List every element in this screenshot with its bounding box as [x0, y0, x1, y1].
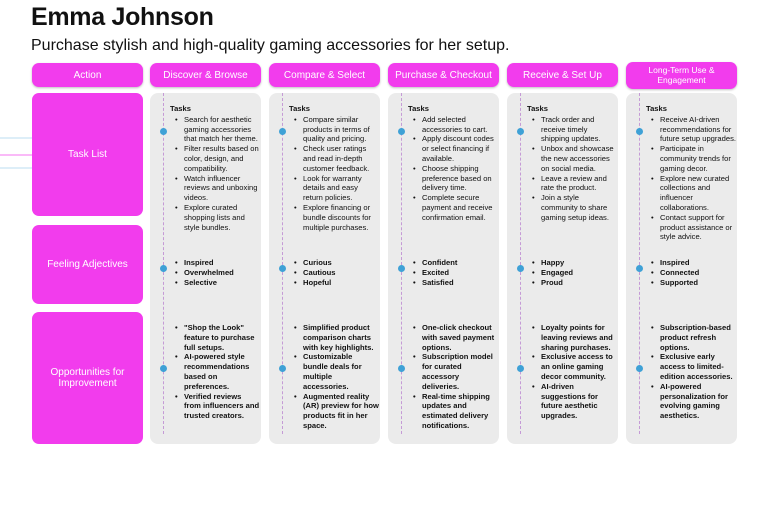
stage-column-receive	[507, 93, 618, 444]
timeline-line	[401, 93, 402, 434]
task-marker-dot	[517, 128, 524, 135]
opportunity-item: • Exclusive early access to limited-edition accessories.	[646, 352, 736, 381]
timeline-line	[639, 93, 640, 434]
task-item: • Search for aesthetic gaming accessories that match her theme.	[170, 115, 260, 144]
row-label-opportunities: Opportunities for Improvement	[32, 312, 143, 444]
opportunity-item: • One-click checkout with saved payment options.	[408, 323, 498, 352]
opportunity-marker-dot	[279, 365, 286, 372]
timeline-line	[520, 93, 521, 434]
stage-column-purchase	[388, 93, 499, 444]
stage-column-long-term	[626, 93, 737, 444]
opportunity-item: • Exclusive access to an online gaming decor community.	[527, 352, 617, 381]
task-item: • Receive AI-driven recommendations for future setup upgrades.	[646, 115, 736, 144]
task-item: • Track order and receive timely shipping updates.	[527, 115, 617, 144]
feelings-block	[646, 258, 736, 287]
opportunity-item: • Subscription-based product refresh options.	[646, 323, 736, 352]
feelings-block	[289, 258, 379, 287]
feeling-item: • Happy	[527, 258, 617, 268]
persona-goal: Purchase stylish and high-quality gaming accessories for her setup.	[31, 37, 510, 54]
feeling-item: • Satisfied	[408, 278, 498, 288]
timeline-line	[282, 93, 283, 434]
opportunity-marker-dot	[398, 365, 405, 372]
feeling-item: • Confident	[408, 258, 498, 268]
opportunities-block	[408, 323, 498, 431]
tasks-block	[646, 104, 736, 242]
task-marker-dot	[279, 128, 286, 135]
opportunities-block	[527, 323, 617, 421]
feeling-item: • Excited	[408, 268, 498, 278]
opportunity-marker-dot	[517, 365, 524, 372]
feeling-item: • Connected	[646, 268, 736, 278]
opportunity-marker-dot	[636, 365, 643, 372]
feeling-item: • Curious	[289, 258, 379, 268]
feeling-marker-dot	[636, 265, 643, 272]
task-item: • Complete secure payment and receive confirmation email.	[408, 193, 498, 222]
feeling-item: • Overwhelmed	[170, 268, 260, 278]
task-item: • Compare similar products in terms of quality and pricing.	[289, 115, 379, 144]
feeling-item: • Cautious	[289, 268, 379, 278]
opportunity-item: • Simplified product comparison charts with key highlights.	[289, 323, 379, 352]
stage-header-compare: Compare & Select	[269, 63, 380, 87]
task-item: • Explore curated shopping lists and style bundles.	[170, 203, 260, 232]
feelings-block	[527, 258, 617, 287]
feeling-item: • Inspired	[646, 258, 736, 268]
feeling-marker-dot	[279, 265, 286, 272]
tasks-heading: Tasks	[289, 104, 310, 113]
task-item: • Check user ratings and read in-depth customer feedback.	[289, 144, 379, 173]
task-item: • Explore financing or bundle discounts for multiple purchases.	[289, 203, 379, 232]
persona-name: Emma Johnson	[31, 3, 214, 31]
stage-header-discover: Discover & Browse	[150, 63, 261, 87]
stage-header-long-term: Long-Term Use & Engagement	[626, 62, 737, 89]
opportunities-block	[289, 323, 379, 431]
opportunity-item: • AI-driven suggestions for future aesthetic upgrades.	[527, 382, 617, 421]
feeling-item: • Inspired	[170, 258, 260, 268]
task-marker-dot	[160, 128, 167, 135]
feeling-marker-dot	[517, 265, 524, 272]
task-marker-dot	[398, 128, 405, 135]
task-item: • Filter results based on color, design, and compatibility.	[170, 144, 260, 173]
stage-header-receive: Receive & Set Up	[507, 63, 618, 87]
opportunity-item: • AI-powered style recommendations based on preferences.	[170, 352, 260, 391]
opportunities-block	[170, 323, 260, 421]
opportunity-item: • Real-time shipping updates and estimated delivery notifications.	[408, 392, 498, 431]
task-item: • Look for warranty details and easy return policies.	[289, 174, 379, 203]
task-item: • Add selected accessories to cart.	[408, 115, 498, 135]
opportunity-marker-dot	[160, 365, 167, 372]
action-header: Action	[32, 63, 143, 87]
opportunity-item: • "Shop the Look" feature to purchase full setups.	[170, 323, 260, 352]
task-item: • Participate in community trends for gaming decor.	[646, 144, 736, 173]
task-item: • Explore new curated collections and influencer collaborations.	[646, 174, 736, 213]
tasks-heading: Tasks	[408, 104, 429, 113]
task-marker-dot	[636, 128, 643, 135]
feelings-block	[170, 258, 260, 287]
feeling-marker-dot	[398, 265, 405, 272]
tasks-block	[527, 104, 617, 223]
task-item: • Contact support for product assistance or style advice.	[646, 213, 736, 242]
row-label-feelings: Feeling Adjectives	[32, 225, 143, 304]
task-item: • Apply discount codes or select financing if available.	[408, 134, 498, 163]
stage-column-compare	[269, 93, 380, 444]
opportunities-block	[646, 323, 736, 421]
stage-header-purchase: Purchase & Checkout	[388, 63, 499, 87]
row-label-task-list: Task List	[32, 93, 143, 216]
tasks-heading: Tasks	[646, 104, 667, 113]
opportunity-item: • Subscription model for curated accessory deliveries.	[408, 352, 498, 391]
opportunity-item: • Customizable bundle deals for multiple accessories.	[289, 352, 379, 391]
stage-column-discover	[150, 93, 261, 444]
opportunity-item: • Augmented reality (AR) preview for how products fit in her space.	[289, 392, 379, 431]
tasks-block	[289, 104, 379, 232]
task-item: • Watch influencer reviews and unboxing videos.	[170, 174, 260, 203]
feeling-marker-dot	[160, 265, 167, 272]
task-item: • Leave a review and rate the product.	[527, 174, 617, 194]
tasks-block	[408, 104, 498, 223]
feeling-item: • Engaged	[527, 268, 617, 278]
task-item: • Join a style community to share gaming setup ideas.	[527, 193, 617, 222]
tasks-block	[170, 104, 260, 232]
feeling-item: • Proud	[527, 278, 617, 288]
tasks-heading: Tasks	[527, 104, 548, 113]
tasks-heading: Tasks	[170, 104, 191, 113]
opportunity-item: • Loyalty points for leaving reviews and sharing purchases.	[527, 323, 617, 352]
feeling-item: • Selective	[170, 278, 260, 288]
feeling-item: • Hopeful	[289, 278, 379, 288]
feeling-item: • Supported	[646, 278, 736, 288]
opportunity-item: • AI-powered personalization for evolving gaming aesthetics.	[646, 382, 736, 421]
opportunity-item: • Verified reviews from influencers and trusted creators.	[170, 392, 260, 421]
task-item: • Unbox and showcase the new accessories on social media.	[527, 144, 617, 173]
timeline-line	[163, 93, 164, 434]
task-item: • Choose shipping preference based on delivery time.	[408, 164, 498, 193]
feelings-block	[408, 258, 498, 287]
